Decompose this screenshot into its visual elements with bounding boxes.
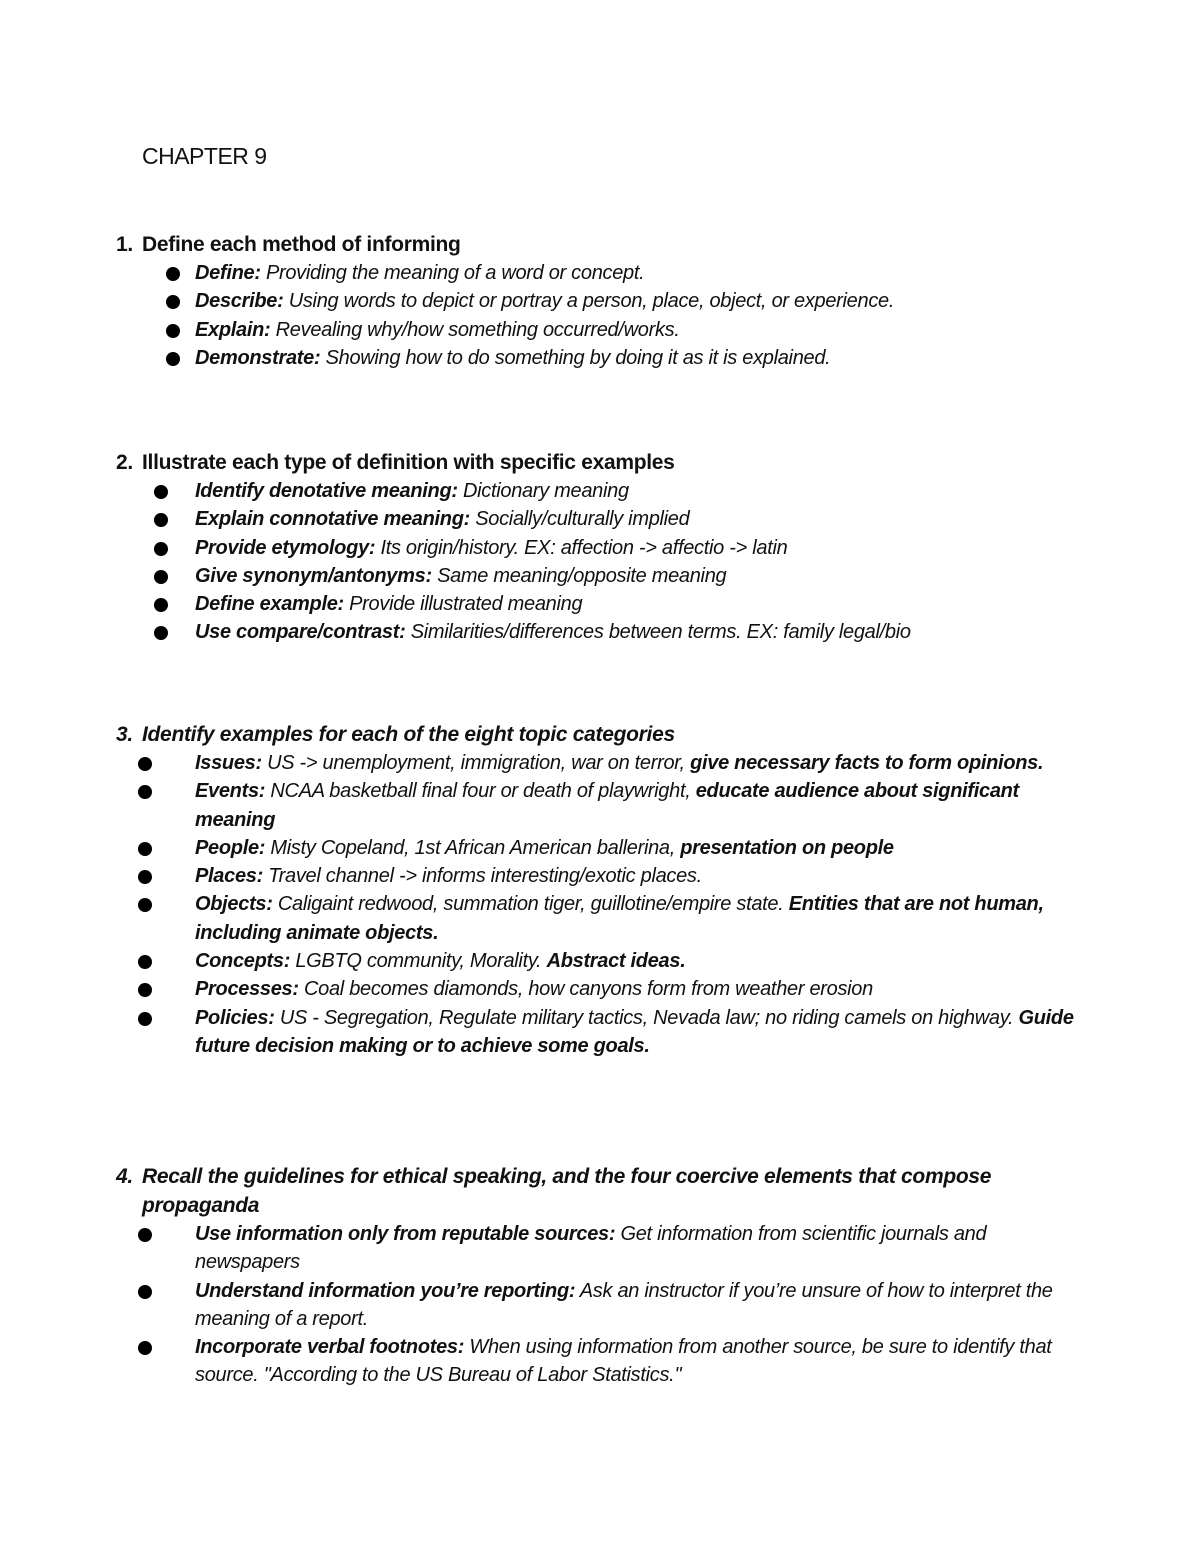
section-title: Illustrate each type of definition with specific examples <box>142 451 675 474</box>
list-item <box>116 749 1076 777</box>
list-item <box>116 477 1076 505</box>
list-item <box>116 947 1076 975</box>
bullet-icon <box>154 570 168 584</box>
bullet-icon <box>138 842 152 856</box>
list-item <box>116 975 1076 1003</box>
item-emphasis: Abstract ideas. <box>546 950 686 973</box>
item-term: Identify denotative meaning: <box>195 480 458 502</box>
item-text: Coal becomes diamonds, how canyons form from weather erosion <box>298 978 873 1001</box>
item-text: Its origin/history. EX: affection -> affectio -> latin <box>375 536 788 559</box>
bullet-icon <box>138 757 152 771</box>
item-text: Showing how to do something by doing it as it is explained. <box>320 346 831 369</box>
list-item <box>116 618 1076 646</box>
bullet-icon <box>166 267 180 281</box>
item-term: Issues: <box>195 752 262 774</box>
item-text: Socially/culturally implied <box>469 508 690 531</box>
item-text: Ask an instructor if you’re unsure of how to interpret the meaning of a report. <box>195 1279 1053 1330</box>
item-term: Describe: <box>195 290 284 313</box>
item-text: Get information from scientific journals and newspapers <box>195 1223 987 1274</box>
item-text: When using information from another source, be sure to identify that source. "According to the US Bureau of Labor Statistics." <box>195 1336 1052 1387</box>
list-item <box>116 505 1076 533</box>
section-heading <box>116 230 1076 259</box>
item-term: Give synonym/antonyms: <box>195 564 432 587</box>
item-text: Same meaning/opposite meaning <box>431 564 727 587</box>
section-heading <box>116 720 1076 749</box>
item-text: Caligaint redwood, summation tiger, guillotine/empire state. <box>272 893 789 916</box>
list-item <box>116 534 1076 562</box>
item-text: Travel channel -> informs interesting/exotic places. <box>262 865 702 888</box>
item-term: Define example: <box>195 593 344 616</box>
bullet-icon <box>166 352 180 366</box>
item-term: Objects: <box>195 893 273 916</box>
bullet-icon <box>154 598 168 612</box>
chapter-title: CHAPTER 9 <box>142 143 267 169</box>
item-term: Demonstrate: <box>195 346 321 369</box>
section-3 <box>116 720 1076 1060</box>
item-emphasis: presentation on people <box>680 836 894 859</box>
item-term: Explain: <box>195 318 271 341</box>
bullet-icon <box>154 626 168 640</box>
bullet-icon <box>166 295 180 309</box>
list-item <box>116 590 1076 618</box>
bullet-icon <box>138 1012 152 1026</box>
section-heading <box>116 1162 1076 1220</box>
bullet-icon <box>154 542 168 556</box>
item-text: Revealing why/how something occurred/works. <box>270 318 680 341</box>
list-item <box>116 1277 1076 1334</box>
item-term: Explain connotative meaning: <box>195 508 470 531</box>
list-item <box>116 287 1076 315</box>
bullet-icon <box>138 983 152 997</box>
item-text: Using words to depict or portray a person, place, object, or experience. <box>283 290 895 313</box>
list-item <box>116 862 1076 890</box>
bullet-icon <box>138 785 152 799</box>
section-number: 1. <box>116 233 133 256</box>
list-item <box>116 344 1076 372</box>
item-text: Misty Copeland, 1st African American ballerina, <box>265 836 681 859</box>
item-emphasis: Guide future decision making or to achieve some goals. <box>195 1006 1074 1057</box>
bullet-list <box>116 749 1076 1060</box>
item-text: Dictionary meaning <box>457 480 629 502</box>
section-number: 3. <box>116 723 133 746</box>
section-title: Define each method of informing <box>142 233 461 256</box>
bullet-icon <box>166 324 180 338</box>
item-term: Understand information you’re reporting: <box>195 1279 576 1302</box>
list-item <box>116 259 1076 287</box>
bullet-icon <box>138 1285 152 1299</box>
bullet-icon <box>138 870 152 884</box>
section-title: Identify examples for each of the eight topic categories <box>142 723 675 746</box>
item-text: LGBTQ community, Morality. <box>290 950 547 973</box>
item-term: Define: <box>195 262 261 284</box>
item-term: Concepts: <box>195 950 291 973</box>
list-item <box>116 316 1076 344</box>
item-text: Providing the meaning of a word or concept. <box>260 262 645 284</box>
item-emphasis: give necessary facts to form opinions. <box>690 752 1044 774</box>
item-term: Places: <box>195 865 263 888</box>
list-item <box>116 562 1076 590</box>
item-text: Provide illustrated meaning <box>343 593 583 616</box>
item-term: Provide etymology: <box>195 536 376 559</box>
bullet-icon <box>138 1228 152 1242</box>
item-emphasis: educate audience about significant meaning <box>195 780 1019 831</box>
bullet-list <box>116 477 1076 647</box>
bullet-icon <box>138 1341 152 1355</box>
item-text: US -> unemployment, immigration, war on terror, <box>261 752 691 774</box>
list-item <box>116 890 1076 947</box>
item-text: Similarities/differences between terms. EX: family legal/bio <box>405 621 911 644</box>
item-text: US - Segregation, Regulate military tactics, Nevada law; no riding camels on highway. <box>274 1006 1019 1029</box>
item-term: People: <box>195 836 266 859</box>
item-emphasis: Entities that are not human, including animate objects. <box>195 893 1044 944</box>
bullet-icon <box>154 485 168 499</box>
section-1 <box>116 230 1076 372</box>
item-term: Use information only from reputable sources: <box>195 1223 616 1245</box>
bullet-icon <box>138 955 152 969</box>
list-item <box>116 777 1076 834</box>
section-heading <box>116 448 1076 477</box>
bullet-icon <box>138 898 152 912</box>
item-term: Events: <box>195 780 266 803</box>
section-2 <box>116 448 1076 647</box>
section-number: 4. <box>116 1165 133 1188</box>
bullet-icon <box>154 513 168 527</box>
item-term: Use compare/contrast: <box>195 621 406 644</box>
item-term: Policies: <box>195 1006 275 1029</box>
list-item <box>116 1220 1076 1277</box>
section-title: Recall the guidelines for ethical speaking, and the four coercive elements that compose propaganda <box>142 1165 992 1217</box>
bullet-list <box>116 259 1076 372</box>
bullet-list <box>116 1220 1076 1390</box>
list-item <box>116 1004 1076 1061</box>
item-text: NCAA basketball final four or death of playwright, <box>265 780 696 803</box>
item-term: Incorporate verbal footnotes: <box>195 1336 465 1359</box>
section-number: 2. <box>116 451 133 474</box>
list-item <box>116 1333 1076 1390</box>
item-term: Processes: <box>195 978 299 1001</box>
section-4 <box>116 1162 1076 1390</box>
list-item <box>116 834 1076 862</box>
